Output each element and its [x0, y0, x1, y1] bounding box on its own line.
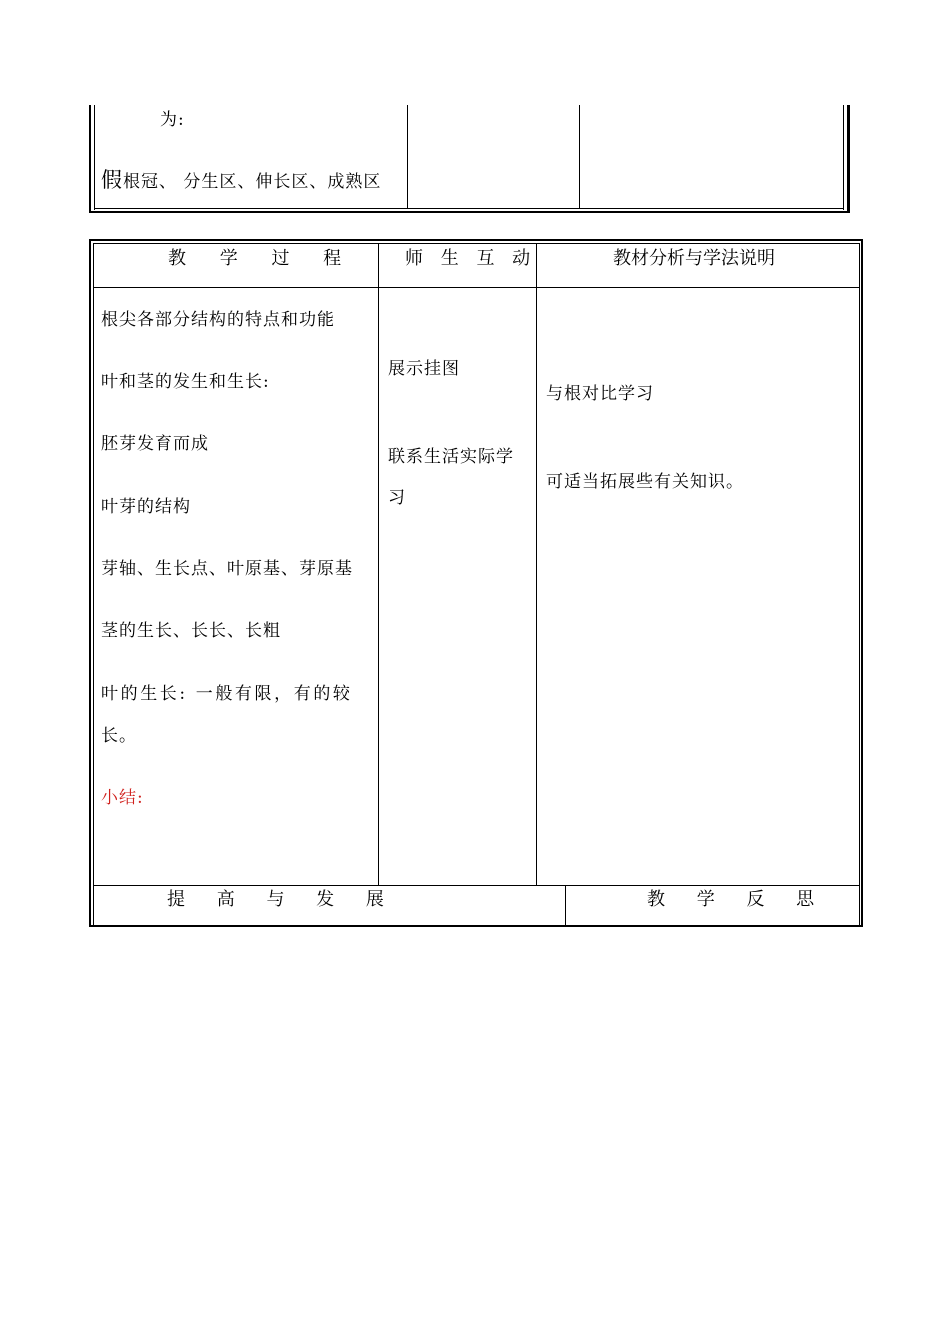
header-analysis: 教材分析与学法说明 [613, 248, 775, 269]
header-process: 教 学 过 程 [168, 248, 356, 269]
top-text-line1: 为: [160, 110, 185, 130]
interaction-line: 联系生活实际学 [388, 447, 514, 467]
interaction-line: 展示挂图 [388, 359, 460, 379]
process-line: 根尖各部分结构的特点和功能 [101, 310, 335, 330]
footer-improve: 提 高 与 发 展 [167, 889, 397, 910]
process-line: 叶的生长: 一般有限，有的较 [101, 684, 353, 704]
interaction-line: 习 [388, 488, 406, 508]
top-text-big-char: 假 [101, 168, 123, 192]
process-line: 长。 [101, 726, 137, 746]
top-text-line2-rest: 根冠、 分生区、伸长区、成熟区 [123, 172, 382, 192]
process-line: 芽轴、生长点、叶原基、芽原基 [101, 559, 353, 579]
header-interaction: 师 生 互 动 [405, 248, 537, 269]
process-line: 茎的生长、长长、长粗 [101, 621, 281, 641]
process-line: 胚芽发育而成 [101, 434, 209, 454]
process-line: 叶和茎的发生和生长: [101, 372, 270, 392]
analysis-line: 与根对比学习 [546, 384, 654, 404]
top-text-line2 [101, 170, 381, 192]
analysis-line: 可适当拓展些有关知识。 [546, 472, 744, 492]
process-line: 叶芽的结构 [101, 497, 191, 517]
footer-reflect: 教 学 反 思 [647, 889, 828, 910]
summary-label: 小结: [101, 788, 144, 808]
